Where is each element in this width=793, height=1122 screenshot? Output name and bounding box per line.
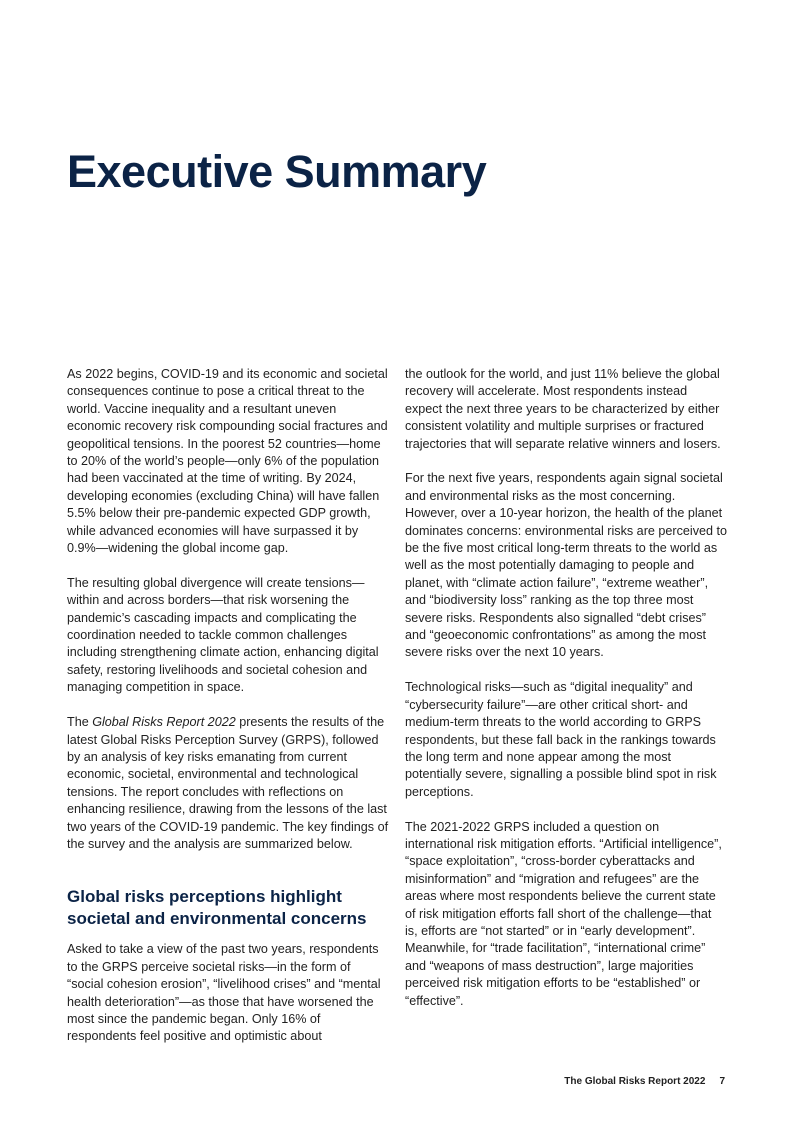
left-column bbox=[67, 366, 389, 1063]
paragraph: The 2021-2022 GRPS included a question on international risk mitigation efforts. “Artificial intelligence”, “space exploitation”, “cross-border cyberattacks and misinformation” and “migration and refugees” are the areas where most respondents believe the current state of risk mitigation efforts fall short of the challenge—that is, efforts are “not started” or in “early development”. Meanwhile, for “trade facilitation”, “international crime” and “weapons of mass destruction”, large majorities perceived risk mitigation efforts to be “established” or “effective”. bbox=[405, 819, 722, 1008]
paragraph: Technological risks—such as “digital inequality” and “cybersecurity failure”—are other critical short- and medium-term threats to the world according to GRPS respondents, but these fall back in the rankings towards the long term and none appear among the most potentially severe, signalling a possible blind spot in risk perceptions. bbox=[405, 680, 717, 799]
paragraph: As 2022 begins, COVID-19 and its economic and societal consequences continue to pose a critical threat to the world. Vaccine inequality and a resultant uneven economic recovery risk compounding social fractures and geopolitical tensions. In the poorest 52 countries—home to 20% of the world’s people—only 6% of the population had been vaccinated at the time of writing. By 2024, developing economies (excluding China) will have fallen 5.5% below their pre-pandemic expected GDP growth, while advanced economies will have surpassed it by 0.9%—widening the global income gap. bbox=[67, 367, 388, 556]
page-number: 7 bbox=[719, 1076, 725, 1087]
paragraph: For the next five years, respondents again signal societal and environmental risks as the most concerning. However, over a 10-year horizon, the health of the planet dominates concerns: environmental risks are perceived to be the five most critical long-term threats to the world as well as the most potentially damaging to people and planet, with “climate action failure”, “extreme weather”, and “biodiversity loss” ranking as the top three most severe risks. Respondents also signalled “debt crises” and “geoeconomic confrontations” as among the most severe risks over the next 10 years. bbox=[405, 471, 727, 660]
right-column bbox=[405, 366, 727, 1027]
section-heading: Global risks perceptions highlight societal and environmental concerns bbox=[67, 887, 367, 928]
page-title: Executive Summary bbox=[67, 146, 487, 197]
paragraph: The resulting global divergence will create tensions—within and across borders—that risk worsening the pandemic’s cascading impacts and complicating the coordination needed to tackle common challenges including strengthening climate action, enhancing digital safety, restoring livelihoods and societal cohesion and managing competition in space. bbox=[67, 575, 379, 695]
paragraph bbox=[67, 714, 389, 853]
paragraph: the outlook for the world, and just 11% believe the global recovery will accelerate. Most respondents instead expect the next three years to be characterized by either consistent volatility and multiple surprises or fractured trajectories that will separate relative winners and losers. bbox=[405, 367, 721, 451]
page-footer bbox=[564, 1076, 725, 1087]
footer-report-name: The Global Risks Report 2022 bbox=[564, 1076, 706, 1087]
text-span: presents the results of the latest Global Risks Perception Survey (GRPS), followed by an analysis of key risks emanating from current economic, societal, environmental and technological tensions. The report concludes with reflections on enhancing resilience, drawing from the lessons of the last two years of the COVID-19 pandemic. The key findings of the survey and the analysis are summarized below. bbox=[67, 715, 389, 851]
text-span: The bbox=[67, 715, 93, 730]
paragraph: Asked to take a view of the past two years, respondents to the GRPS perceive societal risks—in the form of “social cohesion erosion”, “livelihood crises” and “mental health deterioration”—as those that have worsened the most since the pandemic began. Only 16% of respondents feel positive and optimistic about bbox=[67, 942, 381, 1044]
report-title-italic: Global Risks Report 2022 bbox=[92, 715, 236, 730]
